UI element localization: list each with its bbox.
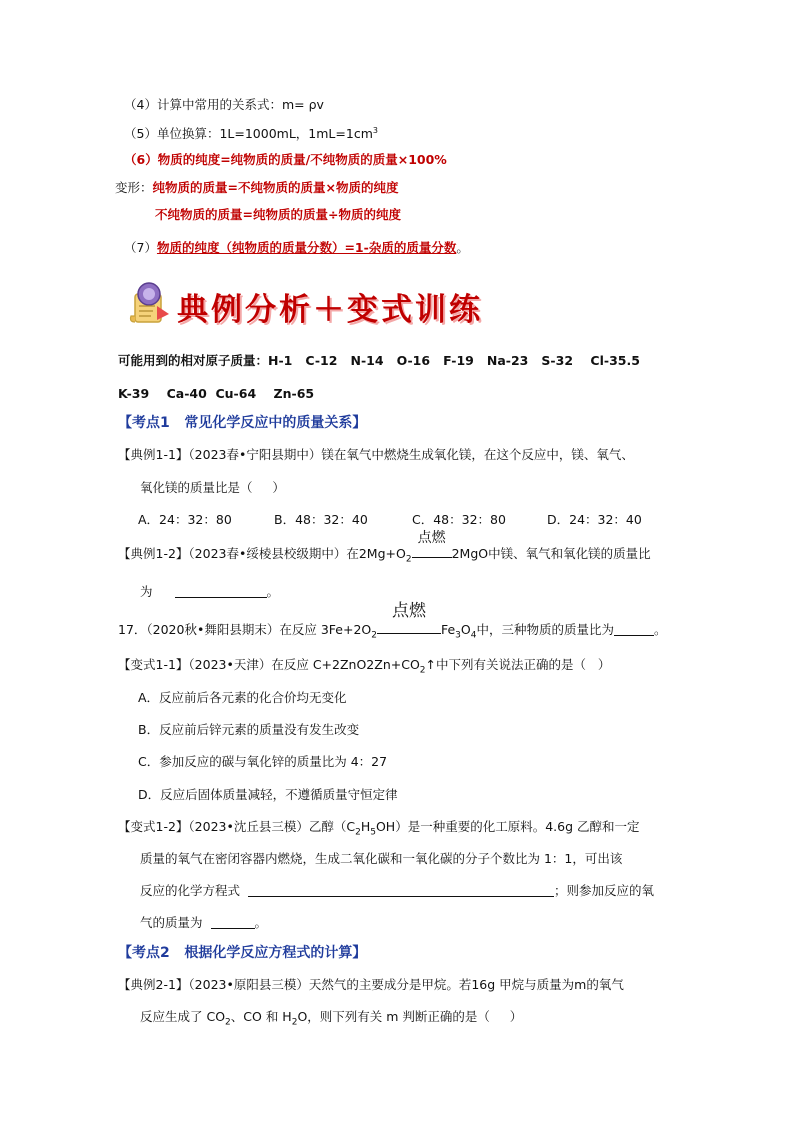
variant-1-2-prefix: 【变式1-2】（2023•沈丘县三模）乙醇（C <box>118 819 356 834</box>
atomic-masses-line-1 <box>118 352 640 370</box>
formula-5-sup: 3 <box>372 126 378 135</box>
answer-blank-1[interactable] <box>175 584 267 598</box>
example-1-2-suffix: 中镁、氧气和氧化镁的质量比 <box>488 546 651 561</box>
variant-1-2-line-4 <box>140 914 267 932</box>
kaodian-1-heading <box>118 414 366 432</box>
variant-option-b-text: B．反应前后锌元素的质量没有发生改变 <box>138 722 360 737</box>
variation-1-text: 纯物质的质量=不纯物质的质量×物质的纯度 <box>152 180 399 195</box>
formula-5-text: （5）单位换算：1L=1000mL，1mL=1cm <box>124 126 373 142</box>
formula-5 <box>124 122 378 143</box>
example-2-1-sub-1: 2 <box>225 1017 231 1028</box>
example-1-1-option-a <box>138 511 232 529</box>
kaodian-1-title: 【考点1 常见化学反应中的质量关系】 <box>118 415 367 431</box>
example-2-1-line-1 <box>118 976 624 994</box>
example-1-2-product: 2MgO <box>451 546 489 561</box>
example-1-1-text-1: 【典例1-1】（2023春•宁阳县期中）镁在氧气中燃烧生成氧化镁，在这个反应中，镁、氧气、 <box>118 447 634 462</box>
example-1-2-line-2 <box>140 583 279 601</box>
example-1-2-prefix-2: 为 <box>140 584 153 599</box>
example-2-1-line-2 <box>140 1008 522 1032</box>
question-17-product: Fe <box>440 622 456 637</box>
answer-blank-3[interactable] <box>248 883 554 897</box>
formula-4-text: （4）计算中常用的关系式：m= ρv <box>124 97 324 112</box>
variant-1-1-sub: 2 <box>419 665 426 676</box>
variant-1-1-text: 【变式1-1】（2023•天津）在反应 C+2ZnO2Zn+CO <box>118 657 420 672</box>
answer-blank-2[interactable] <box>614 622 654 636</box>
variant-1-2-text-2: 质量的氧气在密闭容器内燃烧，生成二氧化碳和一氧化碳的分子个数比为 1：1，可出该 <box>140 851 623 866</box>
question-17-prefix: 17．（2020秋•舞阳县期末）在反应 3Fe+2O <box>118 622 372 637</box>
formula-7-text: 物质的纯度（纯物质的质量分数）=1-杂质的质量分数 <box>156 240 457 255</box>
variant-1-1-end: ↑中下列有关说法正确的是（ ） <box>425 657 611 672</box>
example-1-1-line-2 <box>140 479 285 497</box>
reaction-arrow-1 <box>412 548 452 558</box>
variant-1-1-option-b <box>138 721 359 739</box>
formula-7 <box>124 239 469 257</box>
example-1-1-option-d <box>547 511 642 529</box>
kaodian-2-heading <box>118 944 366 962</box>
variant-option-a-text: A．反应前后各元素的化合价均无变化 <box>138 690 347 705</box>
example-2-1-text-1: 【典例2-1】（2023•原阳县三模）天然气的主要成分是甲烷。若16g 甲烷与质量为m的氧气 <box>118 977 624 992</box>
question-17-sub-3: 4 <box>470 630 477 641</box>
scroll-icon <box>127 280 173 328</box>
atomic-masses-line-2 <box>118 385 314 403</box>
variation-label: 变形： <box>115 180 153 195</box>
banner-title: 典例分析＋变式训练 <box>177 292 483 328</box>
formula-4 <box>124 96 324 114</box>
variant-1-1-option-d <box>138 786 398 804</box>
variant-option-d-text: D．反应后固体质量减轻，不遵循质量守恒定律 <box>138 787 398 802</box>
question-17-end: 。 <box>654 622 667 637</box>
question-17-sub-2: 3 <box>455 630 461 641</box>
variant-1-1-line-1 <box>118 656 610 680</box>
variant-1-2-sub-1: 2 <box>355 827 361 838</box>
variant-1-2-line-3 <box>140 882 654 900</box>
answer-blank-4[interactable] <box>211 915 255 929</box>
variant-1-2-prefix-3: 反应的化学方程式 <box>140 883 241 898</box>
example-1-2-prefix: 【典例1-2】（2023春•绥棱县校级期中）在2Mg+O <box>118 546 406 561</box>
option-c-text: C．48：32：80 <box>412 512 506 527</box>
formula-7-prefix: （7） <box>124 240 157 255</box>
atomic-masses-text-2: K-39 Ca-40 Cu-64 Zn-65 <box>118 386 315 401</box>
variant-1-2-suffix-3: ；则参加反应的氧 <box>554 883 655 898</box>
variant-1-2-line-1 <box>118 818 640 842</box>
atomic-masses-text-1: 可能用到的相对原子质量：H-1 C-12 N-14 O-16 F-19 Na-23 S-32 Cl-35.5 <box>118 353 640 368</box>
variant-1-2-sub-2: 5 <box>370 827 376 838</box>
example-2-1-sub-2: 2 <box>291 1017 298 1028</box>
variant-1-2-prefix-4: 气的质量为 <box>140 915 203 930</box>
reaction-condition-2-text: 点燃 <box>391 601 426 621</box>
question-17 <box>118 601 667 645</box>
option-b-text: B．48：32：40 <box>274 512 368 527</box>
variation-line-1 <box>115 179 398 197</box>
example-1-2-end: 。 <box>266 584 280 599</box>
question-17-product-2: O <box>460 622 471 637</box>
example-1-1-text-2: 氧化镁的质量比是（ ） <box>140 480 285 495</box>
formula-7-end: 。 <box>456 240 469 255</box>
kaodian-2-title: 【考点2 根据化学反应方程式的计算】 <box>118 945 367 961</box>
reaction-condition-2 <box>377 601 441 639</box>
variant-option-c-text: C．参加反应的碳与氧化锌的质量比为 4：27 <box>138 754 388 769</box>
example-1-1-option-b <box>274 511 368 529</box>
variant-1-2-suffix: OH）是一种重要的化工原料。4.6g 乙醇和一定 <box>375 819 640 834</box>
variant-1-1-option-c <box>138 753 387 771</box>
formula-6-text: （6）物质的纯度=纯物质的质量/不纯物质的质量×100% <box>124 152 447 167</box>
example-2-1-prefix: 反应生成了 CO <box>140 1009 226 1024</box>
variation-line-2 <box>155 206 401 224</box>
example-1-2-sub: 2 <box>405 554 412 565</box>
variant-1-2-mid: H <box>360 819 371 834</box>
question-17-suffix: 中，三种物质的质量比为 <box>476 622 614 637</box>
reaction-condition-1-text: 点燃 <box>417 530 446 546</box>
variation-2-text: 不纯物质的质量=纯物质的质量÷物质的纯度 <box>155 207 401 222</box>
option-a-text: A．24：32：80 <box>138 512 232 527</box>
example-1-1-option-c <box>412 511 506 529</box>
example-2-1-suffix: O，则下列有关 m 判断正确的是（ ） <box>297 1009 523 1024</box>
question-17-sub-1: 2 <box>371 630 377 641</box>
example-1-2-line-1 <box>118 530 651 569</box>
option-d-text: D．24：32：40 <box>547 512 642 527</box>
reaction-arrow-2 <box>377 624 441 634</box>
variant-1-2-line-2 <box>140 850 622 868</box>
variant-1-2-end-4: 。 <box>254 915 268 930</box>
example-1-1-line-1 <box>118 446 634 464</box>
example-2-1-mid: 、CO 和 H <box>230 1009 292 1024</box>
section-banner <box>127 280 483 330</box>
formula-6 <box>124 151 447 169</box>
reaction-condition-1 <box>412 530 452 563</box>
variant-1-1-option-a <box>138 689 347 707</box>
